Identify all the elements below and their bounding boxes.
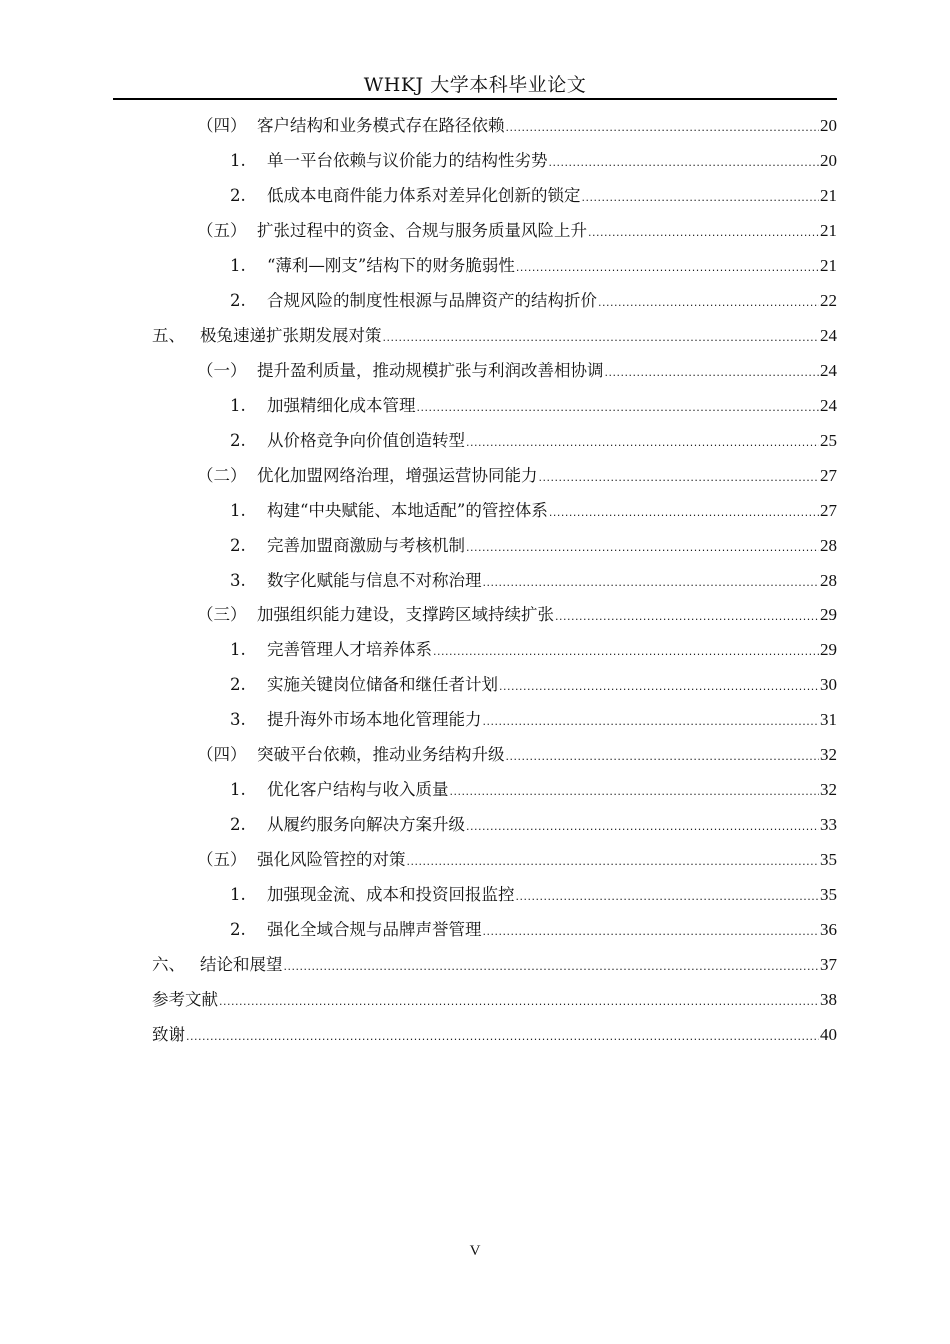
dot-leader [598,291,819,315]
dot-leader [483,920,820,944]
dot-leader [466,536,819,560]
toc-entry-title: 实施关键岗位储备和继任者计划 [267,675,498,694]
toc-entry[interactable] [197,219,837,243]
toc-entry-title: 完善加盟商激励与考核机制 [267,536,465,555]
toc-entry-number: 3. [230,710,246,729]
toc-entry-number: 2. [230,675,246,694]
dot-leader [605,361,820,385]
toc-entry-page: 30 [820,675,837,694]
toc-entry[interactable] [230,813,837,837]
toc-entry-number: 1. [230,396,246,415]
toc-entry-number: 1. [230,256,246,275]
toc-entry-page: 31 [820,710,837,729]
dot-leader [219,990,819,1014]
toc-entry-number: 1. [230,151,246,170]
toc-entry-number: 1. [230,640,246,659]
dot-leader [499,675,819,699]
toc-entry[interactable] [230,918,837,942]
toc-entry-title: 客户结构和业务模式存在路径依赖 [257,116,505,135]
dot-leader [466,815,819,839]
toc-entry[interactable] [230,394,837,418]
dot-leader [186,1025,819,1049]
toc-entry[interactable] [152,324,837,348]
toc-entry-page: 37 [820,955,837,974]
dot-leader [539,466,820,490]
toc-entry-page: 33 [820,815,837,834]
toc-entry-page: 32 [820,780,837,799]
toc-entry-title: 数字化赋能与信息不对称治理 [267,571,482,590]
toc-entry[interactable] [230,499,837,523]
dot-leader [284,955,820,979]
toc-entry-page: 29 [820,640,837,659]
toc-entry[interactable] [230,289,837,313]
toc-entry-page: 40 [820,1025,837,1044]
toc-entry-number: 2. [230,815,246,834]
toc-entry-page: 35 [820,885,837,904]
dot-leader [433,640,819,664]
toc-entry-title: 低成本电商件能力体系对差异化创新的锁定 [267,186,581,205]
toc-entry-number: 2. [230,536,246,555]
toc-entry-number: （五） [197,221,247,240]
toc-entry[interactable] [197,603,837,627]
toc-entry[interactable] [152,988,837,1012]
toc-entry-number: 2. [230,186,246,205]
toc-entry-page: 35 [820,850,837,869]
toc-entry-number: （二） [197,466,247,485]
toc-entry-number: 五、 [152,326,185,345]
toc-entry[interactable] [152,1023,837,1047]
toc-entry[interactable] [197,848,837,872]
toc-entry-title: 提升盈利质量，推动规模扩张与利润改善相协调 [257,361,604,380]
toc-entry-number: 3. [230,571,246,590]
toc-entry-page: 21 [820,256,837,275]
toc-entry-page: 20 [820,116,837,135]
toc-entry-number: 1. [230,885,246,904]
toc-entry-page: 21 [820,221,837,240]
toc-entry-page: 27 [820,501,837,520]
header-divider [113,98,837,100]
toc-entry[interactable] [230,673,837,697]
toc-entry-title: 单一平台依赖与议价能力的结构性劣势 [267,151,548,170]
toc-entry[interactable] [197,359,837,383]
toc-entry[interactable] [197,464,837,488]
toc-entry-title: 极兔速递扩张期发展对策 [200,326,382,345]
toc-entry-title: “薄利—刚支”结构下的财务脆弱性 [267,256,515,275]
toc-entry-title: 合规风险的制度性根源与品牌资产的结构折价 [267,291,597,310]
toc-entry-number: 1. [230,780,246,799]
toc-entry-title: 参考文献 [152,990,218,1009]
toc-entry-title: 提升海外市场本地化管理能力 [267,710,482,729]
toc-entry-title: 完善管理人才培养体系 [267,640,432,659]
dot-leader [588,221,819,245]
toc-entry[interactable] [152,953,837,977]
toc-entry-page: 24 [820,361,837,380]
toc-entry-title: 构建“中央赋能、本地适配”的管控体系 [267,501,548,520]
toc-entry-page: 24 [820,396,837,415]
toc-entry-number: 2. [230,291,246,310]
dot-leader [516,885,820,909]
toc-entry-title: 结论和展望 [200,955,283,974]
dot-leader [549,501,819,525]
toc-entry[interactable] [230,569,837,593]
toc-entry[interactable] [230,184,837,208]
toc-entry-number: 1. [230,501,246,520]
dot-leader [483,571,820,595]
dot-leader [407,850,820,874]
toc-entry[interactable] [230,534,837,558]
toc-entry-number: （五） [197,850,247,869]
dot-leader [417,396,820,420]
toc-entry-number: （四） [197,116,247,135]
dot-leader [549,151,820,175]
toc-entry[interactable] [230,149,837,173]
toc-entry[interactable] [197,114,837,138]
toc-entry-title: 扩张过程中的资金、合规与服务质量风险上升 [257,221,587,240]
toc-entry-page: 20 [820,151,837,170]
toc-entry[interactable] [230,883,837,907]
toc-entry-title: 加强现金流、成本和投资回报监控 [267,885,515,904]
toc-entry-page: 28 [820,571,837,590]
toc-entry-number: 六、 [152,955,185,974]
toc-entry-number: 2. [230,431,246,450]
dot-leader [506,116,820,140]
toc-entry-number: （一） [197,361,247,380]
dot-leader [383,326,820,350]
toc-entry[interactable] [230,638,837,662]
toc-entry-page: 24 [820,326,837,345]
toc-entry-page: 32 [820,745,837,764]
toc-entry-title: 突破平台依赖，推动业务结构升级 [257,745,505,764]
toc-entry[interactable] [230,429,837,453]
toc-entry[interactable] [230,254,837,278]
dot-leader [466,431,819,455]
toc-entry-page: 27 [820,466,837,485]
page-number: V [469,1243,481,1259]
toc-entry-page: 28 [820,536,837,555]
toc-entry-title: 强化全域合规与品牌声誉管理 [267,920,482,939]
toc-entry-title: 加强精细化成本管理 [267,396,416,415]
toc-entry-title: 优化客户结构与收入质量 [267,780,449,799]
dot-leader [506,745,820,769]
toc-entry-number: （三） [197,605,247,624]
toc-entry-page: 38 [820,990,837,1009]
toc-entry[interactable] [230,778,837,802]
dot-leader [483,710,820,734]
toc-entry-title: 从履约服务向解决方案升级 [267,815,465,834]
toc-entry-page: 36 [820,920,837,939]
toc-entry-title: 致谢 [152,1025,185,1044]
dot-leader [555,605,819,629]
toc-entry-title: 加强组织能力建设，支撑跨区域持续扩张 [257,605,554,624]
page-header: WHKJ 大学本科毕业论文 [363,74,587,96]
toc-entry-title: 强化风险管控的对策 [257,850,406,869]
toc-entry-page: 21 [820,186,837,205]
toc-entry[interactable] [230,708,837,732]
toc-entry-number: （四） [197,745,247,764]
dot-leader [582,186,820,210]
toc-entry-page: 22 [820,291,837,310]
toc-entry-page: 29 [820,605,837,624]
toc-entry-title: 从价格竞争向价值创造转型 [267,431,465,450]
toc-entry-page: 25 [820,431,837,450]
toc-entry-title: 优化加盟网络治理，增强运营协同能力 [257,466,538,485]
dot-leader [516,256,819,280]
toc-entry[interactable] [197,743,837,767]
toc-entry-number: 2. [230,920,246,939]
dot-leader [450,780,820,804]
